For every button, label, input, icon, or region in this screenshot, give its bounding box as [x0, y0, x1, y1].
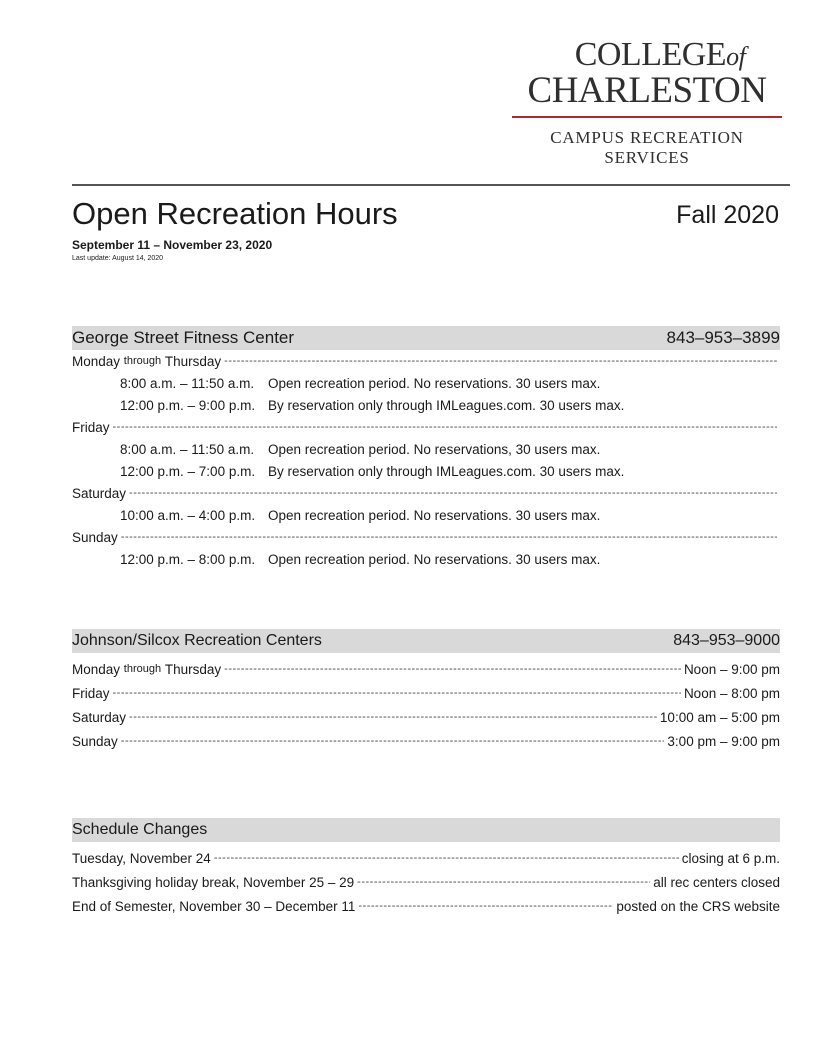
section-header [72, 818, 780, 842]
leader-dashes [121, 735, 665, 747]
day-label: Saturday [72, 485, 127, 501]
schedule-changes-section [72, 818, 780, 918]
section-title: George Street Fitness Center [72, 328, 295, 347]
day-through: through [123, 355, 162, 367]
slot-time: 10:00 a.m. – 4:00 p.m. [120, 507, 256, 523]
change-label: End of Semester, November 30 – December 11 [72, 898, 356, 914]
change-label: Thanksgiving holiday break, November 25 – 29 [72, 874, 355, 890]
logo-line-1: COLLEGEof [574, 36, 746, 73]
day-end-label: Thursday [164, 353, 222, 369]
slot-desc: Open recreation period. No reservations. 30 users max. [268, 507, 601, 523]
leader-dashes [214, 852, 679, 864]
hours-value: Noon – 9:00 pm [683, 661, 780, 677]
section-header [72, 629, 780, 653]
time-slot [72, 548, 780, 570]
change-row [72, 894, 780, 918]
leader-dashes [129, 487, 777, 499]
page-title: Open Recreation Hours [72, 196, 398, 231]
leader-dashes [113, 421, 777, 433]
change-row [72, 870, 780, 894]
day-label: Sunday [72, 733, 118, 749]
college-logo [512, 36, 782, 168]
slot-desc: By reservation only through IMLeagues.com. 30 users max. [268, 463, 625, 479]
slot-time: 8:00 a.m. – 11:50 a.m. [120, 441, 255, 457]
day-label: Monday [72, 661, 121, 677]
hours-row [72, 657, 780, 681]
leader-dashes [113, 687, 681, 699]
change-value: posted on the CRS website [616, 898, 780, 914]
slot-time: 12:00 p.m. – 8:00 p.m. [120, 551, 256, 567]
hours-value: 3:00 pm – 9:00 pm [667, 733, 780, 749]
day-row [72, 350, 780, 372]
section-title: Schedule Changes [72, 821, 208, 838]
date-range: September 11 – November 23, 2020 [72, 238, 273, 252]
last-update: Last update: August 14, 2020 [72, 255, 164, 262]
time-slot [72, 438, 780, 460]
slot-time: 12:00 p.m. – 7:00 p.m. [120, 463, 256, 479]
leader-dashes [224, 663, 681, 675]
day-row [72, 482, 780, 504]
day-end-label: Thursday [164, 661, 222, 677]
leader-dashes [358, 900, 613, 912]
time-slot [72, 460, 780, 482]
leader-dashes [129, 711, 657, 723]
section-title: Johnson/Silcox Recreation Centers [72, 632, 322, 649]
johnson-silcox-section [72, 629, 780, 753]
header-divider [72, 184, 790, 186]
day-label: Saturday [72, 709, 127, 725]
leader-dashes [357, 876, 650, 888]
hours-row [72, 705, 780, 729]
logo-subtitle-1: CAMPUS RECREATION [550, 128, 744, 147]
slot-desc: Open recreation period. No reservations. 30 users max. [268, 551, 601, 567]
hours-value: 10:00 am – 5:00 pm [659, 709, 780, 725]
day-row [72, 526, 780, 548]
time-slot [72, 504, 780, 526]
logo-subtitle-2: SERVICES [604, 148, 690, 167]
change-label: Tuesday, November 24 [72, 850, 211, 866]
section-phone: 843–953–3899 [666, 328, 780, 347]
logo-line-2: CHARLESTON [527, 70, 767, 111]
section-phone: 843–953–9000 [673, 632, 780, 649]
section-header [72, 326, 780, 350]
day-label: Sunday [72, 529, 118, 545]
logo-accent-rule [512, 116, 782, 118]
leader-dashes [121, 531, 777, 543]
slot-time: 8:00 a.m. – 11:50 a.m. [120, 375, 255, 391]
change-value: closing at 6 p.m. [681, 850, 780, 866]
slot-desc: Open recreation period. No reservations, 30 users max. [268, 441, 601, 457]
change-row [72, 846, 780, 870]
time-slot [72, 372, 780, 394]
term-label: Fall 2020 [676, 201, 779, 229]
hours-value: Noon – 8:00 pm [683, 685, 780, 701]
slot-time: 12:00 p.m. – 9:00 p.m. [120, 397, 256, 413]
day-through: through [123, 663, 162, 675]
slot-desc: Open recreation period. No reservations. 30 users max. [268, 375, 601, 391]
hours-row [72, 681, 780, 705]
george-street-section [72, 326, 780, 570]
day-label: Friday [72, 685, 110, 701]
hours-row [72, 729, 780, 753]
change-value: all rec centers closed [653, 874, 780, 890]
day-label: Friday [72, 419, 110, 435]
day-row [72, 416, 780, 438]
time-slot [72, 394, 780, 416]
day-label: Monday [72, 353, 121, 369]
leader-dashes [224, 355, 777, 367]
slot-desc: By reservation only through IMLeagues.com. 30 users max. [268, 397, 625, 413]
